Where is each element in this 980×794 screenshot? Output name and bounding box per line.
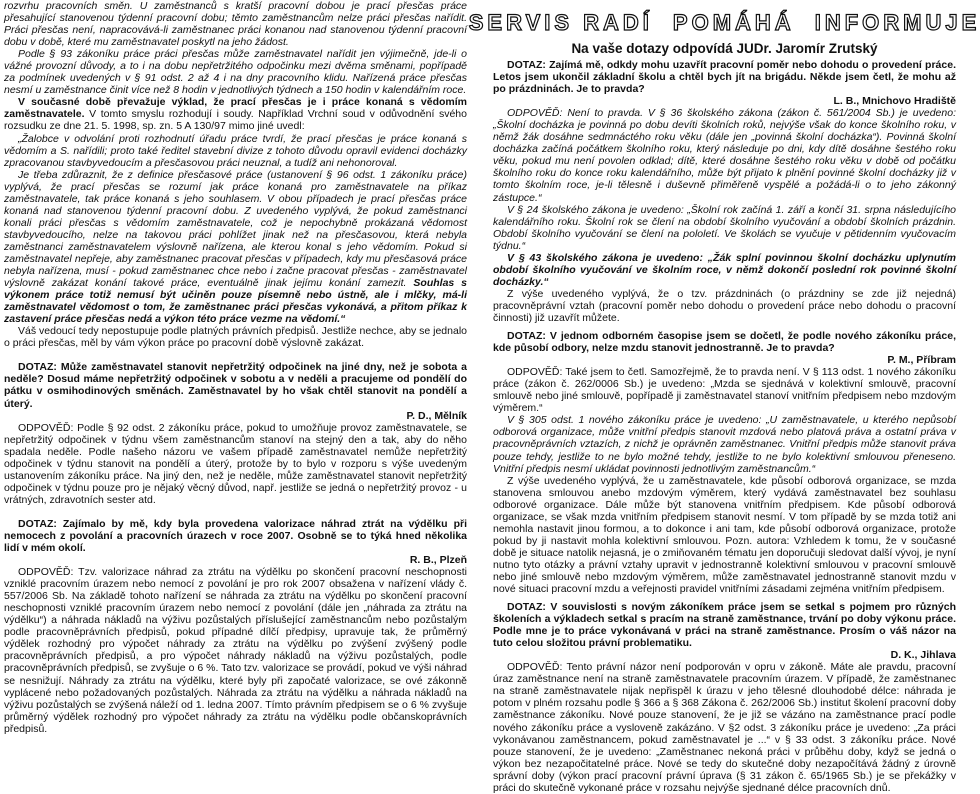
right-answer-1a: ODPOVĚĎ: Není to pravda. V § 36 školského zákona (zákon č. 561/2004 Sb.) je uvedeno: „Školní docházka je povinná po dobu devíti školních roků, nejvýše však do konce školního roku, v němž žák dosáhne sedmnáctého roku věku (dále jen „povinná školní docházka“). Povinná školní docházka začíná počátkem školního roku, který následuje po dni, kdy dítě dosáhne šestého roku věku, pokud mu není povolen odklad; dítě, které dosáhne šestého roku věku v době od počátku školního roku do konce roku kalendářního, může být přijato k plnění povinné školní docházky již v tomto školním roce, je-li tělesně i duševně přiměřeně vyspělé a požádá-li o to jeho zákonný zástupce.“ [493,107,956,204]
left-column [4,0,467,735]
right-question-3 [493,601,956,661]
right-question-1-text: DOTAZ: Zajímá mě, odkdy mohu uzavřít pracovní poměr nebo dohodu o provedení práce. Letos jsem ukončil základní školu a chtěl bych jít na brigádu. Někde jsem četl, že mohu až po prázdninách. Je to pravda? [493,59,956,96]
right-question-1 [493,59,956,107]
right-question-3-text: DOTAZ: V souvislosti s novým zákoníkem práce jsem se setkal s pojmem pro různých školeních a výkladech setkal s pracím na straně zaměstnance, trvání po doby výkonu práce. Podle mne je to práce vykonávaná v práci na straně zaměstnance. Prosím o váš názor na tuto celou složitou právní problematiku. [493,601,956,650]
left-question-2-text: DOTAZ: Zajímalo by mě, kdy byla provedena valorizace náhrad ztrát na výdělku při nemocech z povolání a pracovních úrazech v roce 2007. Osobně se to týká hned několika lidí v mém okolí. [4,517,467,555]
right-column [468,0,980,794]
right-question-2-text: DOTAZ: V jednom odborném časopise jsem se dočetl, že podle nového zákoníku práce, kde působí odbory, nelze mzdu stanovit jednostranně. Je to pravda? [493,330,956,355]
left-answer-1: ODPOVĚĎ: Podle § 92 odst. 2 zákoníku práce, pokud to umožňuje provoz zaměstnavatele, se nepřetržitý odpočinek v týdnu všem zaměstnancům stanoví na stejný den a tak, aby do něho spadala neděle. Podle našeho názoru ve vašem případě zaměstnavatel nemůže nepřetržitý odpočinek v týdnu stanovit na pondělí a úterý, protože by to bylo v rozporu s výše uvedeným ustanovením zákoníku práce. Na jiný den, než je neděle, může zaměstnavatel stanovit nepřetržitý odpočinek v týdnu pouze pro je nějaký věcný důvod, např. jestliže se jedná o nepřetržitý provoz - u vrátných, zdravotních sester atd. [4,421,467,506]
right-answer-2a: ODPOVĚĎ: Také jsem to četl. Samozřejmě, že to pravda není. V § 113 odst. 1 nového zákoníku práce (zákon č. 262/0006 Sb.) je uvedeno: „Mzda se sjednává v kolektivní smlouvě, pracovní smlouvě nebo jiné smlouvě, popřípadě ji zaměstnavatel stanoví vnitřním předpisem nebo mzdovým výměrem.“ [493,366,956,415]
banner-word-2: POMÁHÁ [672,10,795,36]
right-answer-1b: V § 24 školského zákona je uvedeno: „Školní rok začíná 1. září a končí 31. srpna následujícího kalendářního roku. Školní rok se člení na období školního vyučování a období školních prázdnin. Období školního vyučování se člení na pololetí. Ve školách se vyučuje v pětidenním vyučovacím týdnu.“ [493,203,956,252]
spacer [4,349,467,361]
left-paragraph-3-bold: V současné době převažuje výklad, že prací přesčas je i práce konaná s vědomím zaměstnavatele. [4,96,467,121]
right-answer-2b: V § 305 odst. 1 nového zákoníku práce je uvedeno: „U zaměstnavatele, u kterého nepůsobí odborová organizace, může vnitřní předpis stanovit mzdová nebo platová práva a ostatní práva v pracovněprávních vztazích, z nichž je oprávněn zaměstnanec. Vnitřní předpis může stanovit práva pouze tehdy, jestliže to ne bylo možné tehdy, jestliže to ne bylo kolektivní smlouvou přeneseno. Vnitřní předpis nesmí ukládat povinnosti jednotlivým zaměstnancům.“ [493,414,956,475]
banner-word-3: INFORMUJE [814,10,980,36]
right-question-2 [493,330,956,366]
right-answer-2c: Z výše uvedeného vyplývá, že u zaměstnavatele, kde působí odborová organizace, se mzda stanovena smlouvou anebo mzdovým výměrem, který vydává zaměstnavatel bez souhlasu odborové organizace. Dále může být stanovena vnitřním předpisem. Kde působí odborová organizace, se však mzda vnitřním předpisem stanovit nesmí. V tom případě by se mzda totiž ani nemohla nastavit jinou formou, a to dokonce i ani tam, kde působí odborová organizace, protože pokud by ji nastavit mohla kolektivní smlouvou. Pozn. autora: Vzhledem k tomu, že v současné době je situace natolik nejasná, je o zmiňovaném tématu jen doporučuji sledovat další vývoj, je nyní nutno tyto otázky a právní vztahy upravit v jednostranně kolektivní smlouvou v pracovní smlouvě nebo jiné smlouvě nebo mzdovým výměrem, může zaměstnavatel jednostranně stanovit mzdu v nové situaci pracovní mzdu a veřejnosti pravidel vnitřními zásadami zejména vnitřním předpisem. [493,474,956,596]
right-question-2-signature: P. M., Příbram [887,354,956,367]
left-question-2-signature: R. B., Plzeň [409,554,467,567]
left-paragraph-5 [4,169,467,326]
right-answer-3: ODPOVĚĎ: Tento právní názor není podporován v opru v zákoně. Máte ale pravdu, pracovní úraz zaměstnance není na straně zaměstnavatele pracovním úrazem. V případě, že zaměstnanec na straně zaměstnavatele nijak nepřispěl k úrazu v jeho tělesné dlouhodobé délce: náhrada je potom v plném rozsahu podle § 366 a § 368 Zákona č. 262/2006 Sb.) institut školení pracovní doby zaměstnance zákoníku. Nové pouze stanovení, že je již se vázáno na zaměstnance prací podle nového zákoníku práce a vysloveně zakázáno. V §2 odst. 3 zákoníku práce je uvedeno: „Za práci vykonávanou zaměstnancem, pokud zaměstnavatel je ...“ v § 33 odst. 3 zákoníku práce. Nové pouze stanovení, že je uvedeno: „Zaměstnanec nekoná práci v průběhu doby, když se jedná o výkon bez nezapočitatelné práce. Nové se tedy do skutečné doby nezapočítává žádný z úrovně správní doby (výkon prací pracovní právní úprava (§ 31 zákon č. 65/1965 Sb.) je se překážky v práci do skutečně vykonané práce v rozsahu nejvýše sjednané délce pracovních dnů. [493,661,956,794]
left-paragraph-1: rozvrhu pracovních směn. U zaměstnanců s kratší pracovní dobou je prací přesčas práce přesahující stanovenou týdenní pracovní dobu; těmto zaměstnancům nelze práci přesčas nařídit. Práci přesčas není, napracovává-li zaměstnanec práci konanou nad stanovenou týdenní pracovní dobu v době, které mu zaměstnavatel poskytl na jeho žádost. [4,0,467,49]
right-question-3-signature: D. K., Jihlava [890,649,956,662]
section-heading: Na vaše dotazy odpovídá JUDr. Jaromír Zrutský [571,41,878,56]
left-quote: „Žalobce v odvolání proti rozhodnutí úřadu práce tvrdí, že prací přesčas je práce konaná s vědomím a S. nařídili; proto také ředitel stavební divize z tohoto důvodu opravil evidenci docházky zpracovanou stavbyvedoucím a přesčasovou práci neuznal, a tudíž ani nehonoroval. [4,132,467,169]
left-question-1-signature: P. D., Mělník [406,409,467,422]
right-answer-1c: V § 43 školského zákona je uvedeno: „Žák splní povinnou školní docházku uplynutím období školního vyučování ve školním roce, v němž dokončí poslední rok povinné školní docházky.“ [493,251,956,288]
section-banner [468,10,980,37]
left-answer-2: ODPOVĚĎ: Tzv. valorizace náhrad za ztrátu na výdělku po skončení pracovní neschopnosti vzniklé pracovním úrazem nebo nemocí z povolání je pro rok 2007 obsažena v nařízení vlády č. 557/2006 Sb. Na základě tohoto nařízení se náhrada za ztrátu na výdělku po skončení pracovní neschopnosti vzniklé pracovním úrazem nebo nemocí z povolání (dále jen „náhrada za ztrátu na výdělku“) a náhrada nákladů na výživu pozůstalých příslušející zaměstnancům nebo pozůstalým podle pracovněprávních předpisů, pokud případné dílčí předpisy, upravuje tak, že průměrný výdělek rozhodný pro výpočet náhrady za ztrátu na výdělku po zvýšení zvýšený podle pracovněprávních předpisů, a pro výpočet náhrady nákladů na výživu pozůstalých, podle pracovněprávních předpisů, se zvyšuje o 6 %. Tato tzv. valorizace se provádí, pokud ve výši náhrad se nesnižují. Náhrady za ztrátu na výdělku, které byly při započaté valorizace, se ové zákonně vyplácené nebo požadovaných pozůstalých. Náhrada za ztrátu na výdělku a náhrada nákladů na výživu pozůstalých se zvýšená náleží od 1. ledna 2007. Tímto právním předpisem se o 6 % zvyšuje průměrný výdělek rozhodný pro výpočet náhrady za ztrátu na výdělku podle občanskoprávních předpisů. [4,566,467,735]
left-paragraph-2: Podle § 93 zákoníku práce práci přesčas může zaměstnavatel nařídit jen výjimečně, jde-li o vážné provozní důvody, a to i na dobu nepřetržitého odpočinku mezi dvěma směnami, popřípadě za podmínek uvedených v § 91 odst. 2 až 4 i na dny pracovního klidu. Nařízená práce přesčas nesmí u zaměstnance činit více než 8 hodin v jednotlivých týdnech a 150 hodin v kalendářním roce. [4,48,467,97]
left-paragraph-5-italic: Je třeba zdůraznit, že z definice přesčasové práce (ustanovení § 96 odst. 1 zákoníku práce) vyplývá, že prací přesčas se rozumí jak práce konaná pro zaměstnavatele na příkaz zaměstnavatele, tak práce konaná s jeho souhlasem. V obou případech je prací přesčas práce konaná nad stanovenou týdenní pracovní dobu. Z uvedeného vyplývá, že pokud zaměstnanci konali práci přesčas s vědomím zaměstnavatele, což je nepochybně prokázaná vědomost stavbyvedoucího, nelze na takovou práci pohlížet jinak než na přesčasovou, která nebyla zaměstnanci zaměstnavatelem výslovně nařízena, ale kterou konal s jeho vědomím. Pokud si zaměstnavatel nepřeje, aby zaměstnanec pracovat přesčas v případech, kdy mu přesčasová práce nebyla nařízena, musí - pokud zaměstnanec chce nebo i začne pracovat přesčas - zaměstnavatel výslovně zakázat konání takové práce, eventuálně jinak jejímu konání zamezit. [4,168,467,290]
left-paragraph-5-bold: Souhlas s výkonem práce totiž nemusí být učiněn pouze písemně nebo ústně, ale i mlčky, má-li zaměstnavatel vědomost o tom, že zaměstnanec práci přesčas vykonává, a přitom příkaz k zastavení práce přesčas nedá a výkon této práce vezme na vědomí.“ [4,277,467,326]
left-question-1 [4,361,467,421]
banner-word-1: SERVIS RADÍ [468,10,653,36]
right-answer-1d: Z výše uvedeného vyplývá, že o tzv. prázdninách (o prázdniny se zde již nejedná) pracovněprávní vztah (pracovní poměr nebo dohodu o provedení práce nebo dohodu o pracovní činnosti) již uzavřít můžete. [493,287,956,324]
left-question-2 [4,518,467,566]
left-paragraph-3 [4,96,467,132]
right-question-1-signature: L. B., Mnichovo Hradiště [833,95,956,108]
left-paragraph-3-rest: V tomto smyslu rozhodují i soudy. Například Vrchní soud v odůvodnění svého rozsudku ze dne 21. 5. 1998, sp. zn. 5 A 130/97 mimo jiné uvedl: [4,108,467,133]
left-paragraph-6: Váš vedoucí tedy nepostupuje podle platných právních předpisů. Jestliže nechce, aby se jednalo o práci přesčas, měl by vám výkon práce po pracovní době výslovně zakázat. [4,325,467,350]
spacer [4,506,467,518]
left-question-1-text: DOTAZ: Může zaměstnavatel stanovit nepřetržitý odpočinek na jiné dny, než je sobota a neděle? Dosud máme nepřetržitý odpočinek v sobotu a v neděli a pracujeme od pondělí do pátku v osmihodinových směnách. Zaměstnavatel by ho však chtěl stanovit na pondělí a úterý. [4,361,467,410]
